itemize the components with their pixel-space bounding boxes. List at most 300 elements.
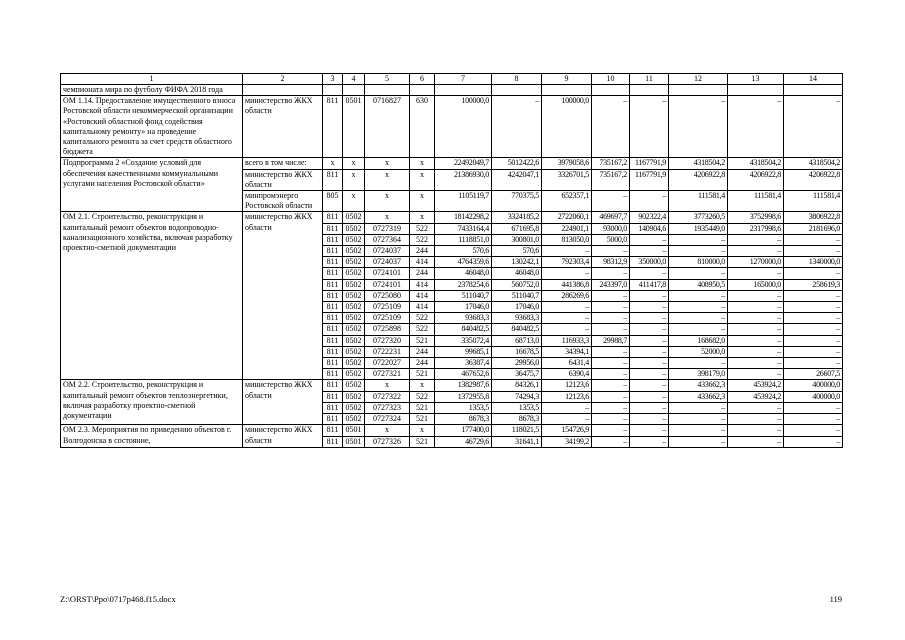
- table-cell: 811: [323, 402, 343, 413]
- table-cell: x: [410, 425, 435, 436]
- table-cell: 8678,3: [435, 414, 492, 425]
- table-cell: [784, 85, 843, 96]
- table-cell: 770375,5: [492, 191, 542, 212]
- table-cell: 0722027: [365, 358, 410, 369]
- table-cell: –: [728, 268, 784, 279]
- table-cell: 522: [410, 223, 435, 234]
- table-cell: –: [784, 346, 843, 357]
- table-cell: x: [365, 425, 410, 436]
- table-cell: 52000,0: [669, 346, 728, 357]
- table-cell: 244: [410, 358, 435, 369]
- table-cell: 521: [410, 335, 435, 346]
- table-cell: 511040,7: [492, 290, 542, 301]
- table-cell: 18142298,2: [435, 212, 492, 223]
- table-cell: 453924,2: [728, 380, 784, 391]
- table-cell: –: [669, 268, 728, 279]
- table-cell: x: [410, 169, 435, 190]
- table-cell: 12123,6: [542, 391, 592, 402]
- table-cell: 0502: [343, 346, 365, 357]
- table-cell: –: [669, 290, 728, 301]
- table-cell: x: [365, 191, 410, 212]
- table-cell: –: [784, 335, 843, 346]
- table-cell: –: [492, 96, 542, 158]
- table-cell: 811: [323, 246, 343, 257]
- table-cell: [669, 85, 728, 96]
- table-cell: 811: [323, 279, 343, 290]
- table-cell: 111581,4: [728, 191, 784, 212]
- table-cell: –: [592, 302, 630, 313]
- table-row: [61, 96, 843, 158]
- table-cell: –: [728, 346, 784, 357]
- table-cell: 453924,2: [728, 391, 784, 402]
- table-cell: 811: [323, 391, 343, 402]
- table-cell: –: [784, 402, 843, 413]
- table-cell: –: [669, 313, 728, 324]
- table-cell: 2378254,6: [435, 279, 492, 290]
- table-cell: 813050,0: [542, 234, 592, 245]
- table-cell: 1372955,8: [435, 391, 492, 402]
- table-cell: 0502: [343, 380, 365, 391]
- table-cell: 414: [410, 290, 435, 301]
- table-cell: [630, 85, 669, 96]
- table-cell: 652357,1: [542, 191, 592, 212]
- table-cell: 0502: [343, 313, 365, 324]
- table-cell: 34394,1: [542, 346, 592, 357]
- table-cell: 0727321: [365, 369, 410, 380]
- table-cell: 3326701,5: [542, 169, 592, 190]
- column-header: 7: [435, 74, 492, 85]
- column-header: 6: [410, 74, 435, 85]
- table-cell: 26607,5: [784, 369, 843, 380]
- table-cell: –: [784, 414, 843, 425]
- table-cell: 441386,8: [542, 279, 592, 290]
- table-cell: 2317998,6: [728, 223, 784, 234]
- table-cell: 0502: [343, 246, 365, 257]
- table-cell: 805: [323, 191, 343, 212]
- table-cell: 0725080: [365, 290, 410, 301]
- table-cell: 7433164,4: [435, 223, 492, 234]
- budget-table: [60, 73, 843, 448]
- table-cell: 522: [410, 324, 435, 335]
- table-cell: –: [630, 380, 669, 391]
- table-cell: –: [592, 268, 630, 279]
- table-cell: 0502: [343, 358, 365, 369]
- executor-cell: [243, 85, 323, 96]
- table-cell: 408950,5: [669, 279, 728, 290]
- table-cell: 0502: [343, 414, 365, 425]
- table-cell: 0502: [343, 257, 365, 268]
- table-cell: 0724037: [365, 257, 410, 268]
- table-cell: 3773260,5: [669, 212, 728, 223]
- table-cell: 411417,8: [630, 279, 669, 290]
- table-cell: 398179,0: [669, 369, 728, 380]
- table-cell: 400000,0: [784, 391, 843, 402]
- table-cell: 1118851,0: [435, 234, 492, 245]
- table-cell: 4206922,8: [669, 169, 728, 190]
- table-cell: 1167791,9: [630, 169, 669, 190]
- table-cell: 29956,0: [492, 358, 542, 369]
- table-cell: 0716827: [365, 96, 410, 158]
- executor-cell: министерство ЖКХ области: [243, 212, 323, 380]
- table-cell: –: [784, 358, 843, 369]
- table-cell: –: [630, 402, 669, 413]
- table-cell: –: [669, 414, 728, 425]
- table-cell: 0502: [343, 324, 365, 335]
- table-cell: 811: [323, 335, 343, 346]
- table-cell: 111581,4: [669, 191, 728, 212]
- table-cell: –: [630, 246, 669, 257]
- table-cell: 811: [323, 414, 343, 425]
- table-row: [61, 212, 843, 223]
- table-cell: –: [592, 391, 630, 402]
- table-row: [61, 380, 843, 391]
- table-cell: 17046,0: [435, 302, 492, 313]
- table-cell: 811: [323, 313, 343, 324]
- table-cell: 811: [323, 290, 343, 301]
- measure-name-cell: ОМ 2.3. Мероприятия по приведению объектов г. Волгодонска в состояние,: [61, 425, 243, 447]
- table-cell: 29988,7: [592, 335, 630, 346]
- table-cell: 811: [323, 380, 343, 391]
- table-cell: –: [728, 402, 784, 413]
- table-cell: 177400,0: [435, 425, 492, 436]
- table-cell: 792303,4: [542, 257, 592, 268]
- table-cell: 31641,1: [492, 436, 542, 447]
- table-cell: 414: [410, 279, 435, 290]
- table-cell: 433662,3: [669, 391, 728, 402]
- table-cell: 414: [410, 257, 435, 268]
- table-cell: 521: [410, 414, 435, 425]
- table-cell: –: [592, 246, 630, 257]
- table-cell: 810000,0: [669, 257, 728, 268]
- column-header: 13: [728, 74, 784, 85]
- table-cell: 4764359,6: [435, 257, 492, 268]
- table-cell: 1353,5: [492, 402, 542, 413]
- table-cell: 467652,6: [435, 369, 492, 380]
- table-cell: –: [630, 414, 669, 425]
- table-cell: 2181696,0: [784, 223, 843, 234]
- executor-cell: министерство ЖКХ области: [243, 425, 323, 447]
- footer-file-path: Z:\ORST\Ppo\0717p468.f15.docx: [60, 594, 176, 604]
- table-cell: 4318504,2: [669, 158, 728, 169]
- table-header-row: [61, 74, 843, 85]
- table-cell: 433662,3: [669, 380, 728, 391]
- column-header: 11: [630, 74, 669, 85]
- table-cell: 469697,7: [592, 212, 630, 223]
- table-cell: 100000,0: [542, 96, 592, 158]
- table-cell: 6390,4: [542, 369, 592, 380]
- table-cell: 811: [323, 369, 343, 380]
- table-cell: 3979058,6: [542, 158, 592, 169]
- table-cell: x: [343, 191, 365, 212]
- table-cell: –: [728, 414, 784, 425]
- table-cell: 0502: [343, 335, 365, 346]
- table-cell: 1935449,0: [669, 223, 728, 234]
- table-cell: –: [630, 358, 669, 369]
- table-cell: –: [592, 191, 630, 212]
- table-cell: 1105119,7: [435, 191, 492, 212]
- table-cell: 0501: [343, 425, 365, 436]
- table-cell: –: [542, 402, 592, 413]
- table-cell: –: [669, 324, 728, 335]
- table-cell: 36387,4: [435, 358, 492, 369]
- table-cell: –: [784, 313, 843, 324]
- table-cell: 0727323: [365, 402, 410, 413]
- table-cell: 93683,3: [435, 313, 492, 324]
- measure-name-cell: ОМ 1.14. Предоставление имущественного взноса Ростовской области некоммерческой организации «Ростовский областной фонд содействия капитальному ремонту» на проведение капитального ремонта за счет средств областного бюджета: [61, 96, 243, 158]
- table-cell: 811: [323, 268, 343, 279]
- table-cell: 570,6: [435, 246, 492, 257]
- table-cell: –: [784, 436, 843, 447]
- executor-cell: министерство ЖКХ области: [243, 380, 323, 425]
- table-cell: 811: [323, 346, 343, 357]
- table-cell: 12123,6: [542, 380, 592, 391]
- table-cell: –: [728, 358, 784, 369]
- table-cell: 811: [323, 436, 343, 447]
- table-cell: 3752998,6: [728, 212, 784, 223]
- table-cell: –: [728, 425, 784, 436]
- table-cell: 2722060,1: [542, 212, 592, 223]
- table-cell: 0502: [343, 234, 365, 245]
- table-cell: 165000,0: [728, 279, 784, 290]
- table-cell: 3324185,2: [492, 212, 542, 223]
- column-header: 4: [343, 74, 365, 85]
- table-cell: –: [630, 290, 669, 301]
- table-cell: 521: [410, 369, 435, 380]
- table-cell: 811: [323, 257, 343, 268]
- table-cell: 74294,3: [492, 391, 542, 402]
- column-header: 1: [61, 74, 243, 85]
- table-cell: –: [592, 313, 630, 324]
- table-cell: 811: [323, 302, 343, 313]
- table-cell: –: [784, 268, 843, 279]
- table-cell: 522: [410, 391, 435, 402]
- table-cell: –: [592, 290, 630, 301]
- column-header: 14: [784, 74, 843, 85]
- table-cell: 0502: [343, 391, 365, 402]
- table-cell: 560752,0: [492, 279, 542, 290]
- table-cell: 0724101: [365, 268, 410, 279]
- table-cell: x: [323, 158, 343, 169]
- table-cell: –: [592, 436, 630, 447]
- table-cell: 98312,9: [592, 257, 630, 268]
- table-cell: –: [592, 324, 630, 335]
- table-cell: –: [728, 302, 784, 313]
- table-cell: 34199,2: [542, 436, 592, 447]
- table-cell: 46048,0: [492, 268, 542, 279]
- table-cell: –: [542, 313, 592, 324]
- measure-name-cell: Подпрограмма 2 «Создание условий для обеспечения качественными коммунальными услугами населения Ростовской области»: [61, 158, 243, 212]
- table-cell: 93000,0: [592, 223, 630, 234]
- table-cell: –: [592, 96, 630, 158]
- table-cell: –: [630, 324, 669, 335]
- table-cell: 0502: [343, 268, 365, 279]
- table-cell: 630: [410, 96, 435, 158]
- table-cell: 0727320: [365, 335, 410, 346]
- table-cell: 811: [323, 425, 343, 436]
- table-cell: 8678,3: [492, 414, 542, 425]
- table-cell: –: [784, 324, 843, 335]
- table-cell: –: [592, 402, 630, 413]
- table-cell: –: [630, 369, 669, 380]
- table-cell: –: [728, 290, 784, 301]
- table-cell: 3806922,8: [784, 212, 843, 223]
- table-cell: 0725109: [365, 313, 410, 324]
- table-cell: 811: [323, 169, 343, 190]
- table-cell: 521: [410, 402, 435, 413]
- table-cell: 99685,1: [435, 346, 492, 357]
- table-cell: 414: [410, 302, 435, 313]
- table-cell: 0502: [343, 302, 365, 313]
- table-cell: –: [592, 414, 630, 425]
- table-cell: 0725109: [365, 302, 410, 313]
- table-row: [61, 85, 843, 96]
- table-cell: 0724101: [365, 279, 410, 290]
- table-cell: 4242047,1: [492, 169, 542, 190]
- table-cell: [435, 85, 492, 96]
- table-cell: 511040,7: [435, 290, 492, 301]
- table-cell: 811: [323, 212, 343, 223]
- table-cell: 46729,6: [435, 436, 492, 447]
- table-cell: 0722231: [365, 346, 410, 357]
- table-cell: 0502: [343, 402, 365, 413]
- column-header: 2: [243, 74, 323, 85]
- table-cell: 811: [323, 96, 343, 158]
- table-cell: 243397,0: [592, 279, 630, 290]
- executor-cell: министерство ЖКХ области: [243, 169, 323, 190]
- table-cell: 244: [410, 268, 435, 279]
- table-cell: 22492049,7: [435, 158, 492, 169]
- table-cell: –: [630, 96, 669, 158]
- table-cell: 522: [410, 234, 435, 245]
- table-cell: x: [410, 158, 435, 169]
- table-cell: –: [630, 391, 669, 402]
- table-cell: –: [630, 234, 669, 245]
- table-cell: [592, 85, 630, 96]
- table-cell: 0502: [343, 369, 365, 380]
- table-cell: –: [728, 234, 784, 245]
- table-cell: 140904,6: [630, 223, 669, 234]
- column-header: 12: [669, 74, 728, 85]
- table-cell: –: [784, 302, 843, 313]
- table-cell: –: [728, 96, 784, 158]
- table-cell: [542, 85, 592, 96]
- table-cell: 1353,5: [435, 402, 492, 413]
- table-cell: 100000,0: [435, 96, 492, 158]
- measure-name-cell: чемпионата мира по футболу ФИФА 2018 года: [61, 85, 243, 96]
- table-cell: 570,6: [492, 246, 542, 257]
- table-cell: 0727324: [365, 414, 410, 425]
- table-cell: 0727319: [365, 223, 410, 234]
- table-cell: 130242,1: [492, 257, 542, 268]
- column-header: 5: [365, 74, 410, 85]
- table-cell: –: [542, 414, 592, 425]
- table-cell: 93683,3: [492, 313, 542, 324]
- column-header: 3: [323, 74, 343, 85]
- table-cell: –: [592, 358, 630, 369]
- table-cell: 6431,4: [542, 358, 592, 369]
- table-cell: x: [365, 158, 410, 169]
- table-cell: 0502: [343, 212, 365, 223]
- measure-name-cell: ОМ 2.1. Строительство, реконструкция и капитальный ремонт объектов водопроводно-канализационного хозяйства, включая разработку проектно-сметной документации: [61, 212, 243, 380]
- table-cell: 840482,5: [435, 324, 492, 335]
- table-cell: –: [592, 425, 630, 436]
- table-cell: 4318504,2: [728, 158, 784, 169]
- table-cell: 335072,4: [435, 335, 492, 346]
- table-cell: [365, 85, 410, 96]
- table-cell: 17046,0: [492, 302, 542, 313]
- table-cell: x: [410, 191, 435, 212]
- table-cell: –: [592, 369, 630, 380]
- table-cell: 111581,4: [784, 191, 843, 212]
- table-cell: –: [630, 302, 669, 313]
- table-cell: –: [542, 268, 592, 279]
- table-cell: 735167,2: [592, 158, 630, 169]
- table-cell: 36475,7: [492, 369, 542, 380]
- table-cell: 1382987,6: [435, 380, 492, 391]
- table-cell: 0501: [343, 96, 365, 158]
- table-cell: 350000,0: [630, 257, 669, 268]
- table-cell: 1340000,0: [784, 257, 843, 268]
- table-cell: 811: [323, 324, 343, 335]
- table-cell: 84326,1: [492, 380, 542, 391]
- table-cell: –: [669, 96, 728, 158]
- table-cell: 0502: [343, 279, 365, 290]
- table-cell: x: [365, 169, 410, 190]
- table-cell: –: [542, 324, 592, 335]
- table-cell: 735167,2: [592, 169, 630, 190]
- table-cell: 286269,6: [542, 290, 592, 301]
- table-cell: [343, 85, 365, 96]
- table-cell: 224901,1: [542, 223, 592, 234]
- table-cell: –: [630, 268, 669, 279]
- footer-page-number: 119: [829, 594, 842, 604]
- table-row: [61, 425, 843, 436]
- table-cell: –: [784, 96, 843, 158]
- table-cell: x: [343, 158, 365, 169]
- table-cell: x: [410, 212, 435, 223]
- table-cell: 671695,8: [492, 223, 542, 234]
- column-header: 8: [492, 74, 542, 85]
- table-cell: x: [343, 169, 365, 190]
- table-cell: 46048,0: [435, 268, 492, 279]
- table-cell: 902322,4: [630, 212, 669, 223]
- table-cell: –: [728, 324, 784, 335]
- table-cell: –: [630, 425, 669, 436]
- measure-name-cell: ОМ 2.2. Строительство, реконструкция и капитальный ремонт объектов теплоэнергетики, включая разработку проектно-сметной документации: [61, 380, 243, 425]
- table-cell: 154726,9: [542, 425, 592, 436]
- table-cell: 5012422,6: [492, 158, 542, 169]
- table-cell: 521: [410, 436, 435, 447]
- table-cell: x: [365, 380, 410, 391]
- table-body: [61, 74, 843, 448]
- table-cell: 522: [410, 313, 435, 324]
- table-cell: –: [630, 191, 669, 212]
- table-cell: –: [669, 234, 728, 245]
- table-cell: 0727326: [365, 436, 410, 447]
- table-cell: –: [630, 335, 669, 346]
- column-header: 9: [542, 74, 592, 85]
- table-cell: 116933,3: [542, 335, 592, 346]
- table-cell: –: [669, 436, 728, 447]
- table-cell: 811: [323, 358, 343, 369]
- table-cell: 840482,5: [492, 324, 542, 335]
- table-cell: 16678,5: [492, 346, 542, 357]
- table-cell: 4318504,2: [784, 158, 843, 169]
- executor-cell: минпромэнерго Ростовской области: [243, 191, 323, 212]
- table-cell: –: [784, 290, 843, 301]
- table-cell: 1270000,0: [728, 257, 784, 268]
- table-cell: –: [669, 425, 728, 436]
